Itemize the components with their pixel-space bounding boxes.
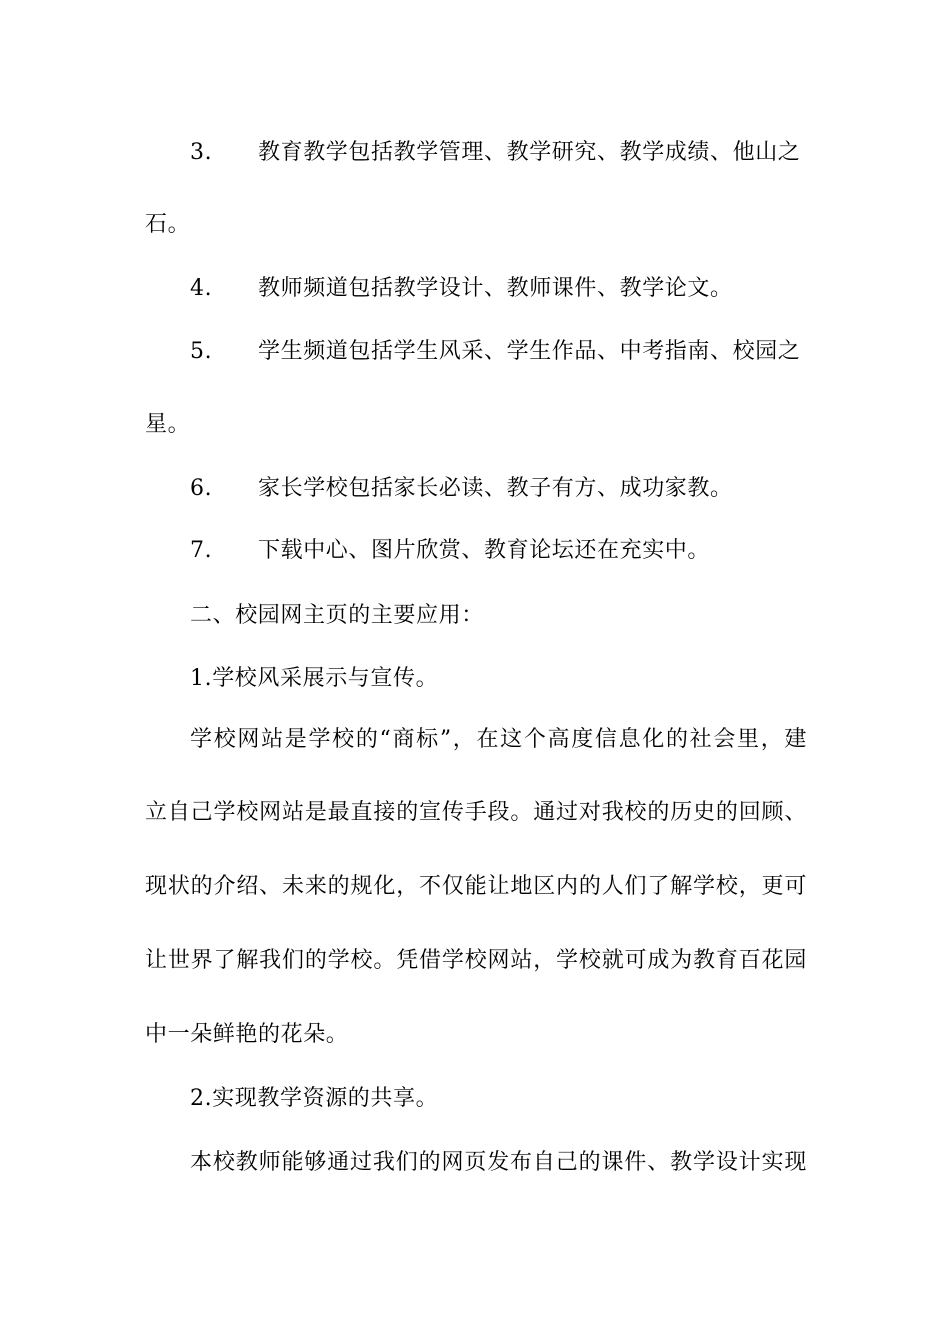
- subsection-heading-1: 1.学校风采展示与宣传。: [190, 666, 439, 691]
- subsection-heading-2: 2.实现教学资源的共享。: [190, 1086, 439, 1111]
- paragraph-1-line-1: 学校网站是学校的“商标”，在这个高度信息化的社会里，建: [190, 727, 807, 752]
- list-item-3-continuation: 石。: [145, 212, 191, 237]
- list-item-4: [190, 269, 807, 309]
- list-item-number: 7.: [190, 538, 213, 563]
- paragraph-2-line-1: 本校教师能够通过我们的网页发布自己的课件、教学设计实现: [190, 1150, 807, 1175]
- list-item-6: [190, 469, 807, 509]
- list-item-5-continuation: 星。: [145, 412, 191, 437]
- paragraph-1-line-3: 现状的介绍、未来的规化，不仅能让地区内的人们了解学校，更可: [145, 874, 807, 899]
- list-item-number: 6.: [190, 476, 213, 501]
- list-item-3: [190, 133, 807, 173]
- list-item-text: 教育教学包括教学管理、教学研究、教学成绩、他山之: [258, 140, 801, 165]
- paragraph-1-line-4: 让世界了解我们的学校。凭借学校网站，学校就可成为教育百花园: [145, 948, 807, 973]
- list-item-number: 5.: [190, 339, 213, 364]
- list-item-text: 下载中心、图片欣赏、教育论坛还在充实中。: [258, 538, 711, 563]
- paragraph-1-line-2: 立自己学校网站是最直接的宣传手段。通过对我校的历史的回顾、: [145, 800, 807, 825]
- list-item-number: 4.: [190, 276, 213, 301]
- list-item-5: [190, 332, 807, 372]
- list-item-text: 学生频道包括学生风采、学生作品、中考指南、校园之: [258, 339, 801, 364]
- section-heading: 二、校园网主页的主要应用：: [190, 603, 484, 628]
- paragraph-1-line-5: 中一朵鲜艳的花朵。: [145, 1022, 349, 1047]
- list-item-text: 教师频道包括教学设计、教师课件、教学论文。: [258, 276, 733, 301]
- list-item-7: [190, 531, 807, 571]
- list-item-number: 3.: [190, 140, 213, 165]
- list-item-text: 家长学校包括家长必读、教子有方、成功家教。: [258, 476, 733, 501]
